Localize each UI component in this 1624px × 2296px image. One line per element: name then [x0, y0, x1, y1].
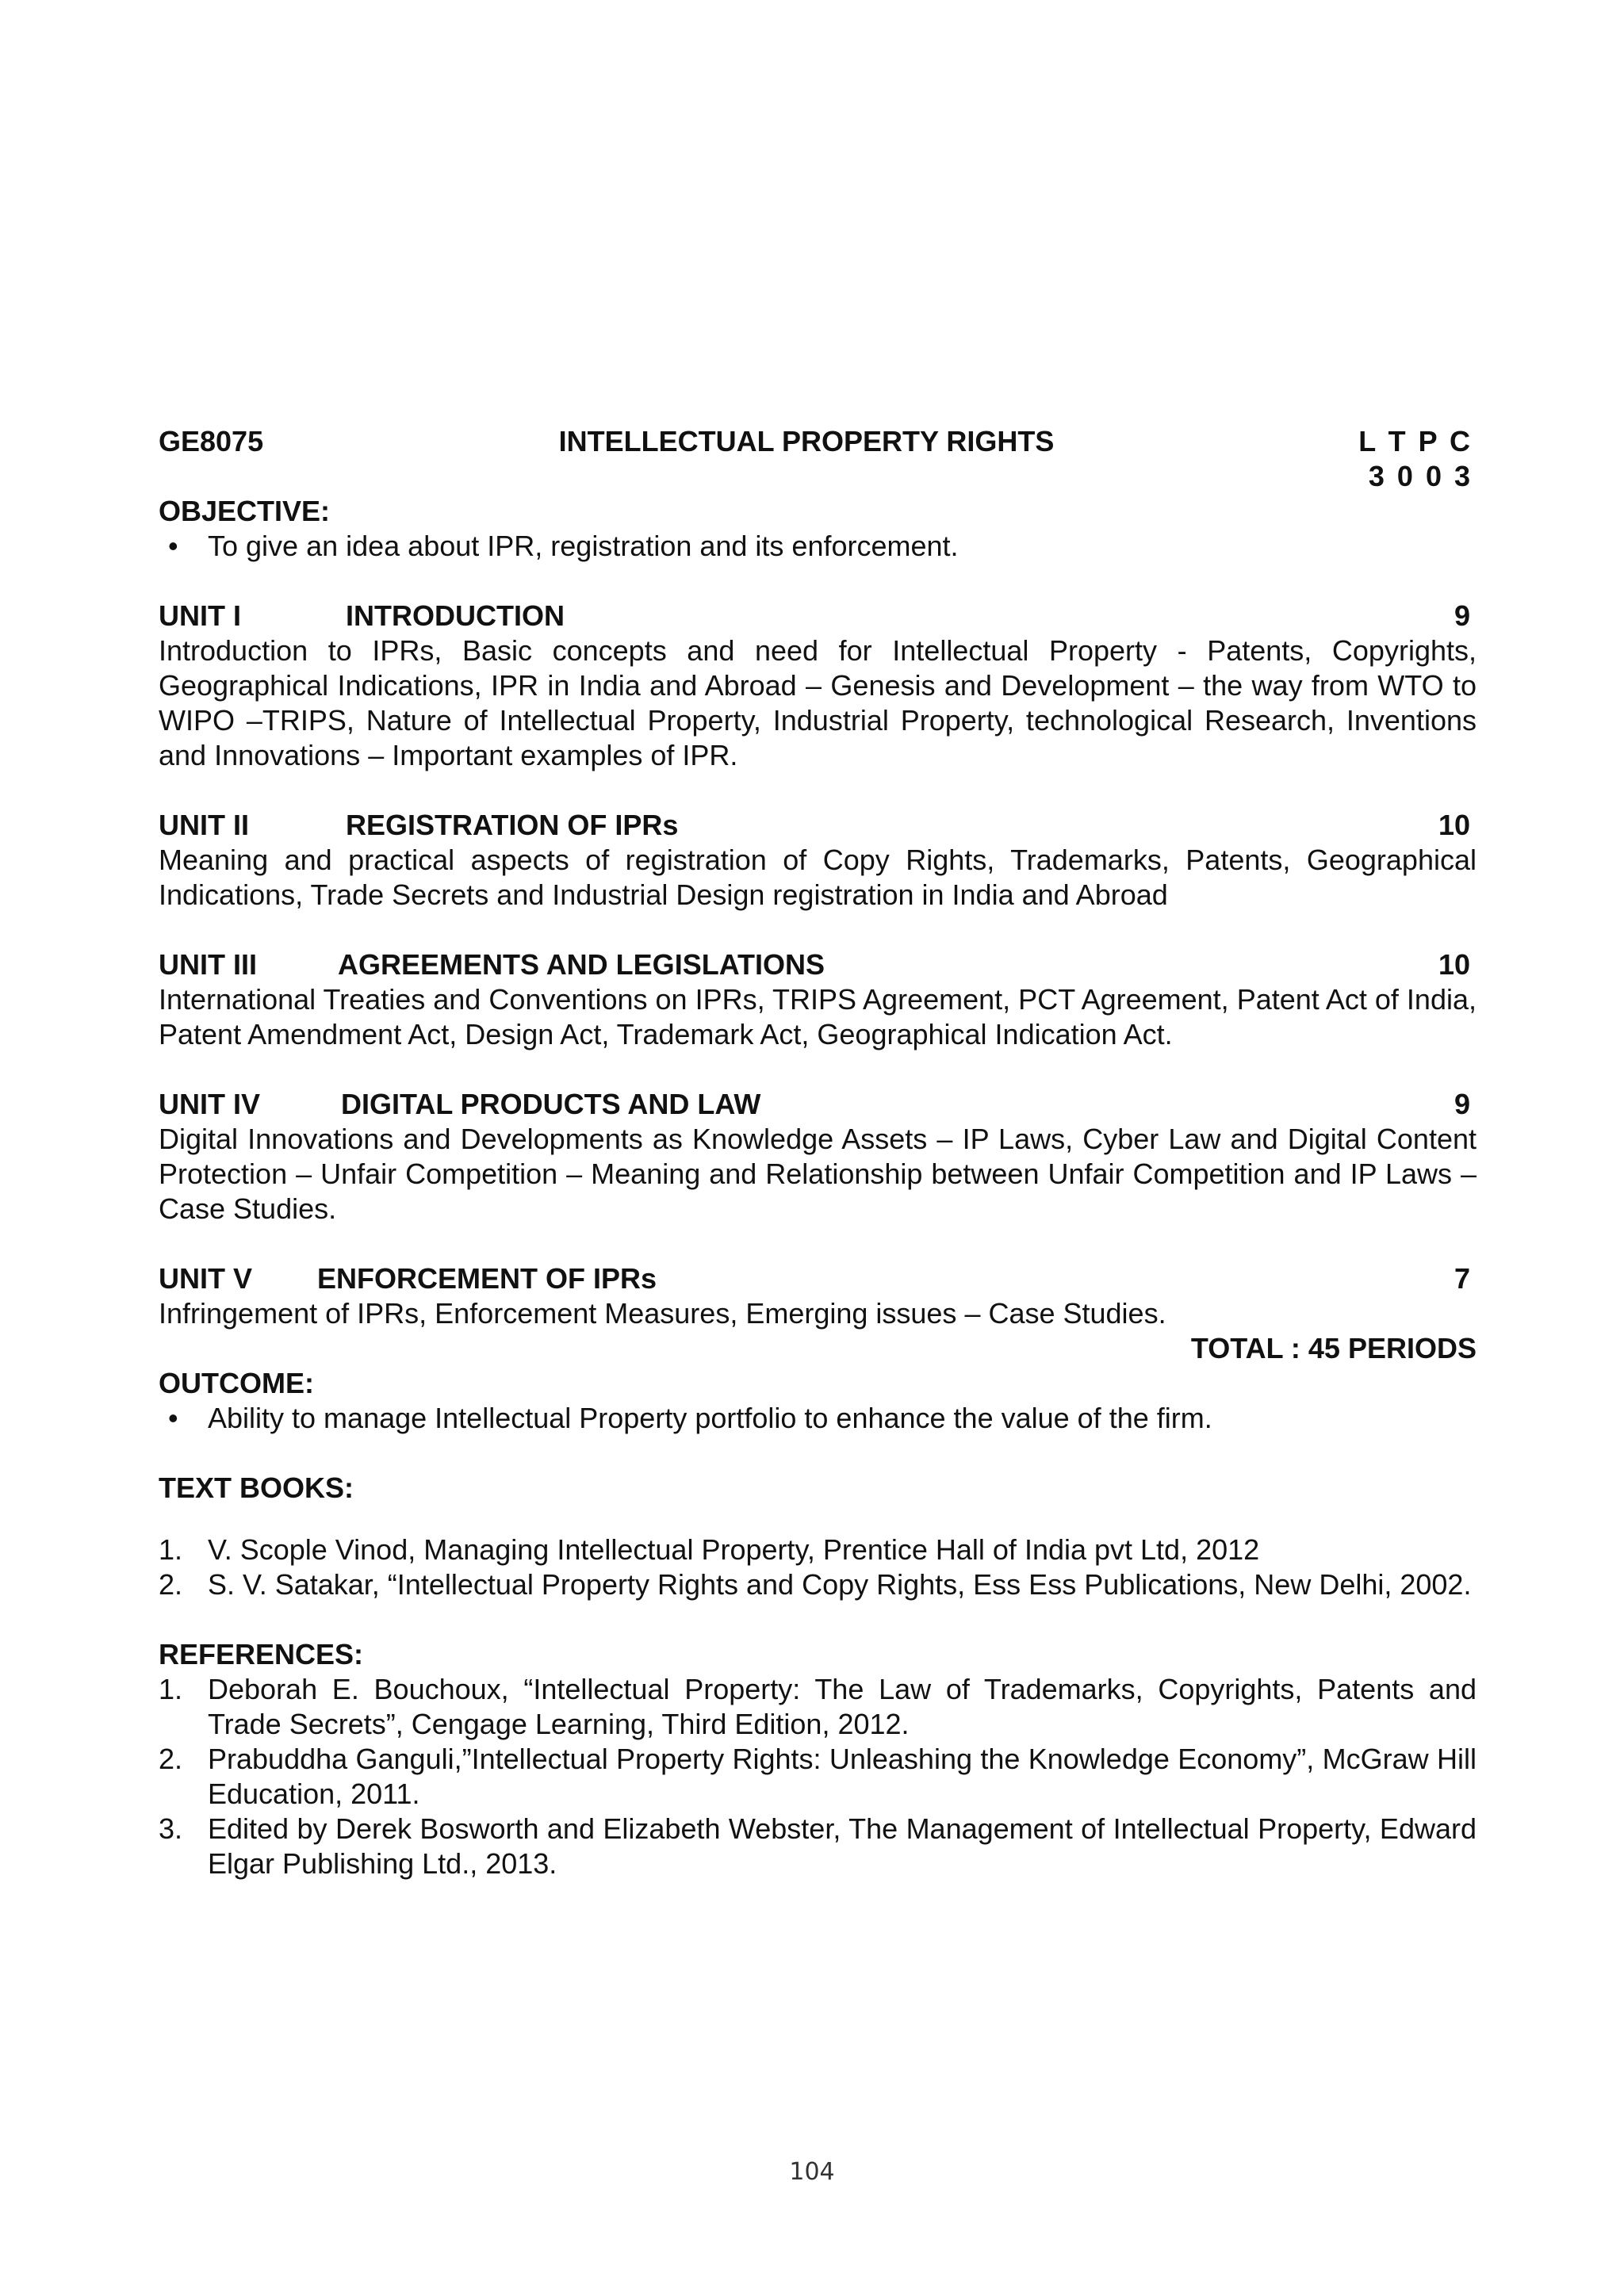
unit-description: Digital Innovations and Developments as Knowledge Assets – IP Laws, Cyber Law and Digital Content Protection – Unfair Competition – Meaning and Relationship between Unfair Competition and IP Laws – Case Studies. [159, 1123, 1477, 1225]
unit-label: UNIT I [159, 599, 241, 632]
unit-label: UNIT V [159, 1262, 253, 1295]
outcome-title: OUTCOME: [159, 1367, 314, 1399]
text-books-title: TEXT BOOKS: [159, 1471, 354, 1504]
unit-heading [159, 808, 1477, 843]
bullet-icon: • [168, 1402, 178, 1434]
text-book-text: S. V. Satakar, “Intellectual Property Rights and Copy Rights, Ess Ess Publications, New Delhi, 2002. [208, 1568, 1472, 1601]
ltpc-labels: L T P C [1358, 425, 1470, 457]
unit-name: DIGITAL PRODUCTS AND LAW [341, 1088, 761, 1120]
unit-4 [159, 1087, 1477, 1226]
unit-name: INTRODUCTION [346, 599, 565, 632]
unit-hours: 7 [1454, 1262, 1470, 1295]
unit-label: UNIT IV [159, 1088, 261, 1120]
total-periods: TOTAL : 45 PERIODS [1190, 1332, 1477, 1364]
spacer [159, 1436, 1477, 1471]
unit-label: UNIT II [159, 809, 249, 841]
unit-name: REGISTRATION OF IPRs [346, 809, 679, 841]
objective-title: OBJECTIVE: [159, 495, 331, 527]
unit-3 [159, 947, 1477, 1052]
bullet-icon: • [168, 530, 178, 562]
objective-item-text: To give an idea about IPR, registration and its enforcement. [208, 530, 959, 562]
unit-heading [159, 599, 1477, 633]
unit-2 [159, 808, 1477, 913]
references-title: REFERENCES: [159, 1638, 364, 1670]
reference-text: Deborah E. Bouchoux, “Intellectual Property: The Law of Trademarks, Copyrights, Patents and Trade Secrets”, Cengage Learning, Third Edition, 2012. [208, 1673, 1477, 1740]
list-number: 2. [159, 1568, 183, 1601]
unit-heading [159, 947, 1477, 982]
unit-name: ENFORCEMENT OF IPRs [317, 1262, 657, 1295]
text-books-list [159, 1533, 1477, 1602]
reference-text: Edited by Derek Bosworth and Elizabeth Webster, The Management of Intellectual Property, Edward Elgar Publishing Ltd., 2013. [208, 1812, 1477, 1880]
unit-description: Introduction to IPRs, Basic concepts and need for Intellectual Property - Patents, Copyrights, Geographical Indications, IPR in India and Abroad – Genesis and Development – the way from WTO to WIPO –TRIPS, Nature of Intellectual Property, Industrial Property, technological Research, Inventions and Innovations – Important examples of IPR. [159, 634, 1477, 771]
reference-item [159, 1812, 1477, 1881]
text-book-item [159, 1567, 1477, 1602]
outcome-item [159, 1401, 1477, 1436]
unit-description: International Treaties and Conventions on IPRs, TRIPS Agreement, PCT Agreement, Patent Act of India, Patent Amendment Act, Design Act, Trademark Act, Geographical Indication Act. [159, 983, 1477, 1050]
unit-1 [159, 599, 1477, 773]
spacer [159, 1602, 1477, 1637]
unit-heading [159, 1261, 1477, 1296]
unit-heading [159, 1087, 1477, 1122]
list-number: 1. [159, 1673, 183, 1705]
reference-text: Prabuddha Ganguli,”Intellectual Property Rights: Unleashing the Knowledge Economy”, McGraw Hill Education, 2011. [208, 1743, 1477, 1810]
unit-hours: 10 [1438, 809, 1470, 841]
unit-description: Infringement of IPRs, Enforcement Measures, Emerging issues – Case Studies. [159, 1297, 1166, 1330]
page-number: 104 [789, 2158, 835, 2186]
course-code: GE8075 [159, 425, 264, 457]
spacer [159, 1506, 1477, 1533]
unit-hours: 10 [1438, 948, 1470, 981]
unit-label: UNIT III [159, 948, 257, 981]
list-number: 2. [159, 1743, 183, 1775]
objective-list [159, 529, 1477, 564]
unit-5 [159, 1261, 1477, 1331]
list-number: 1. [159, 1533, 183, 1566]
references-list [159, 1672, 1477, 1881]
reference-item [159, 1672, 1477, 1742]
list-number: 3. [159, 1812, 183, 1845]
course-title: INTELLECTUAL PROPERTY RIGHTS [558, 425, 1055, 457]
unit-hours: 9 [1454, 599, 1470, 632]
unit-description: Meaning and practical aspects of registration of Copy Rights, Trademarks, Patents, Geographical Indications, Trade Secrets and Industrial Design registration in India and Abroad [159, 844, 1477, 911]
unit-name: AGREEMENTS AND LEGISLATIONS [338, 948, 825, 981]
reference-item [159, 1742, 1477, 1812]
course-header [159, 424, 1477, 459]
unit-hours: 9 [1454, 1088, 1470, 1120]
text-book-text: V. Scople Vinod, Managing Intellectual Property, Prentice Hall of India pvt Ltd, 2012 [208, 1533, 1260, 1566]
text-book-item [159, 1533, 1477, 1567]
syllabus-page [159, 424, 1477, 1881]
outcome-item-text: Ability to manage Intellectual Property portfolio to enhance the value of the firm. [208, 1402, 1212, 1434]
outcome-list [159, 1401, 1477, 1436]
ltpc-values: 3 0 0 3 [1368, 460, 1470, 492]
objective-item [159, 529, 1477, 564]
